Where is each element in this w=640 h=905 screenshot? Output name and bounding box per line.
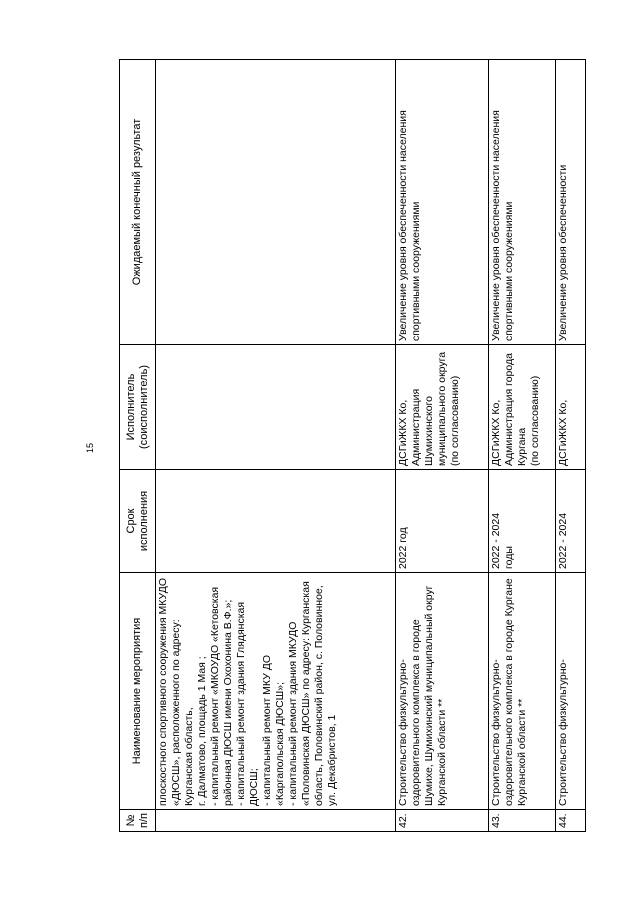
row-num: 44. xyxy=(556,810,586,832)
table-row xyxy=(556,60,586,832)
row-num: 42. xyxy=(396,810,489,832)
row-name: Строительство физкультурно- xyxy=(556,573,586,810)
row-term xyxy=(156,470,396,573)
table-row xyxy=(489,60,556,832)
row-term: 2022 - 2024 годы xyxy=(489,470,556,573)
row-term: 2022 год xyxy=(396,470,489,573)
row-term: 2022 - 2024 xyxy=(556,470,586,573)
row-name: Строительство физкультурно-оздоровительного комплекса в городе Шумихе, Шумихинский муниципальный округ Курганской области ** xyxy=(396,573,489,810)
row-name: плоскостного спортивного сооружения МКУДО «ДЮСШ», расположенного по адресу: Курганская область, г. Далматово, площадь 1 Мая ; - капитальный ремонт «МКОУДО «Кетовская районная ДЮСШ имени Охохонина В.Ф.»; - капитальный ремонт здания Глядянская ДЮСШ; - капитальный ремонт МКУ ДО «Каргапольская ДЮСШ»; - капитальный ремонт здания МКУДО «Половинская ДЮСШ» по адресу: Курганская область, Половинский район, с. Половинное, ул. Декабристов, 1 xyxy=(156,573,396,810)
measures-table xyxy=(119,59,586,832)
header-num: № п/п xyxy=(120,810,156,832)
header-term: Срок исполнения xyxy=(120,470,156,573)
row-executor: ДСГиЖКХ Ко, Администрация города Кургана (по согласованию) xyxy=(489,345,556,470)
table-header-row xyxy=(120,60,156,832)
header-result: Ожидаемый конечный результат xyxy=(120,60,156,345)
row-executor: ДСГиЖКХ Ко, Администрация Шумихинского муниципального округа (по согласованию) xyxy=(396,345,489,470)
table-row xyxy=(396,60,489,832)
rotated-page-content xyxy=(119,60,599,832)
row-num: 43. xyxy=(489,810,556,832)
page-number: 15 xyxy=(85,443,95,454)
header-executor: Исполнитель (соисполнитель) xyxy=(120,345,156,470)
row-result: Увеличение уровня обеспеченности населения спортивными сооружениями xyxy=(489,60,556,345)
row-result: Увеличение уровня обеспеченности населения спортивными сооружениями xyxy=(396,60,489,345)
row-result xyxy=(156,60,396,345)
row-result: Увеличение уровня обеспеченности xyxy=(556,60,586,345)
row-num xyxy=(156,810,396,832)
row-name: Строительство физкультурно-оздоровительного комплекса в городе Кургане Курганской области ** xyxy=(489,573,556,810)
row-executor: ДСГиЖКХ Ко, xyxy=(556,345,586,470)
header-name: Наименование мероприятия xyxy=(120,573,156,810)
row-executor xyxy=(156,345,396,470)
table-row xyxy=(156,60,396,832)
